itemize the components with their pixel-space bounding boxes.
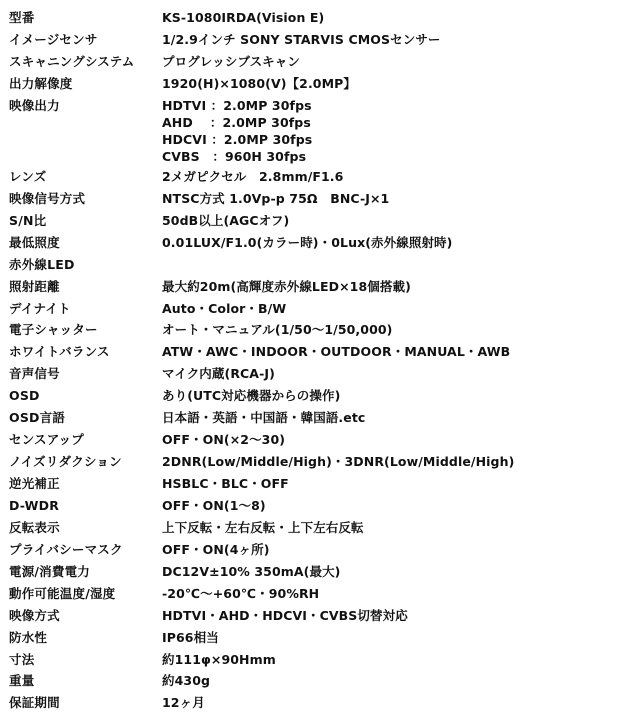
- spec-value-line: 1/2.9インチ SONY STARVIS CMOSセンサー: [162, 32, 441, 47]
- spec-value-line: オート・マニュアル(1/50〜1/50,000): [162, 322, 393, 337]
- spec-label: 出力解像度: [9, 76, 73, 91]
- spec-label: OSD言語: [9, 410, 66, 425]
- spec-value: [162, 563, 340, 580]
- spec-value: [162, 168, 343, 185]
- spec-label: イメージセンサ: [9, 32, 98, 47]
- spec-value-line: AHD ：2.0MP 30fps: [162, 115, 311, 130]
- spec-value: [162, 53, 300, 70]
- spec-label: 動作可能温度/湿度: [9, 586, 116, 601]
- spec-label: S/N比: [9, 213, 47, 228]
- spec-value-line: OFF・ON(4ヶ所): [162, 542, 270, 557]
- spec-value-line: ATW・AWC・INDOOR・OUTDOOR・MANUAL・AWB: [162, 344, 511, 359]
- spec-value-line: 最大約20m(高輝度赤外線LED×18個搭載): [162, 279, 411, 294]
- spec-value: [162, 278, 411, 295]
- spec-value: [162, 497, 266, 514]
- spec-label: OSD: [9, 388, 40, 403]
- spec-label: 保証期間: [9, 695, 60, 710]
- spec-value: [162, 475, 289, 492]
- spec-value-line: 0.01LUX/F1.0(カラー時)・0Lux(赤外線照射時): [162, 235, 453, 250]
- spec-label: 電子シャッター: [9, 322, 98, 337]
- spec-label: ホワイトバランス: [9, 344, 110, 359]
- spec-value-line: KS-1080IRDA(Vision E): [162, 10, 325, 25]
- spec-label: スキャニングシステム: [9, 54, 135, 69]
- spec-label: D-WDR: [9, 498, 60, 513]
- spec-value: [162, 31, 441, 48]
- spec-value-line: HDCVI ：2.0MP 30fps: [162, 132, 313, 147]
- spec-value-line: 2メガピクセル 2.8mm/F1.6: [162, 169, 344, 184]
- spec-value-line: HSBLC・BLC・OFF: [162, 476, 289, 491]
- spec-value: [162, 607, 408, 624]
- spec-value: [162, 387, 340, 404]
- spec-value: [162, 519, 364, 536]
- spec-value-line: CVBS ：960H 30fps: [162, 149, 307, 164]
- spec-label: 反転表示: [9, 520, 60, 535]
- spec-label: 音声信号: [9, 366, 60, 381]
- spec-value-line: OFF・ON(1〜8): [162, 498, 266, 513]
- spec-label: 照射距離: [9, 279, 60, 294]
- spec-value: [162, 9, 324, 26]
- spec-value-line: 2DNR(Low/Middle/High)・3DNR(Low/Middle/High): [162, 454, 515, 469]
- spec-label: 寸法: [9, 652, 35, 667]
- spec-value-line: 12ヶ月: [162, 695, 205, 710]
- spec-value: [162, 190, 389, 207]
- spec-label: 重量: [9, 673, 35, 688]
- spec-value-line: 日本語・英語・中国語・韓国語.etc: [162, 410, 366, 425]
- spec-value-line: マイク内蔵(RCA-J): [162, 366, 275, 381]
- spec-value: [162, 409, 365, 426]
- spec-value: [162, 212, 289, 229]
- spec-value-line: IP66相当: [162, 630, 219, 645]
- spec-value-line: Auto・Color・B/W: [162, 301, 287, 316]
- spec-value: [162, 343, 510, 360]
- spec-value: [162, 541, 270, 558]
- spec-value: [162, 234, 452, 251]
- spec-label: 映像信号方式: [9, 191, 86, 206]
- spec-label: センスアップ: [9, 432, 84, 447]
- spec-label: 型番: [9, 10, 35, 25]
- spec-value: [162, 97, 312, 165]
- spec-label: ノイズリダクション: [9, 454, 122, 469]
- spec-value-line: プログレッシブスキャン: [162, 54, 300, 69]
- spec-value: [162, 321, 392, 338]
- spec-value-line: 約111φ×90Hmm: [162, 652, 276, 667]
- spec-value: [162, 431, 285, 448]
- spec-label: レンズ: [9, 169, 47, 184]
- spec-value: [162, 585, 319, 602]
- spec-value-line: HDTVI・AHD・HDCVI・CVBS切替対応: [162, 608, 408, 623]
- spec-label: 赤外線LED: [9, 257, 75, 272]
- spec-label: 電源/消費電力: [9, 564, 90, 579]
- spec-value: [162, 365, 275, 382]
- spec-value: [162, 672, 210, 689]
- spec-value-line: -20℃〜+60℃・90%RH: [162, 586, 320, 601]
- spec-label: 映像出力: [9, 98, 60, 113]
- spec-value-line: あり(UTC対応機器からの操作): [162, 388, 341, 403]
- spec-value: [162, 651, 276, 668]
- spec-value: [162, 300, 286, 317]
- spec-label: 最低照度: [9, 235, 60, 250]
- spec-value-line: NTSC方式 1.0Vp-p 75Ω BNC-J×1: [162, 191, 390, 206]
- spec-value-line: 上下反転・左右反転・上下左右反転: [162, 520, 364, 535]
- spec-value-line: DC12V±10% 350mA(最大): [162, 564, 341, 579]
- spec-label: 逆光補正: [9, 476, 60, 491]
- spec-value: [162, 694, 205, 711]
- spec-value: [162, 75, 356, 92]
- spec-label: 映像方式: [9, 608, 60, 623]
- spec-value: [162, 629, 219, 646]
- spec-value-line: HDTVI ：2.0MP 30fps: [162, 98, 312, 113]
- spec-label: プライバシーマスク: [9, 542, 123, 557]
- spec-value-line: 約430g: [162, 673, 211, 688]
- spec-value-line: OFF・ON(×2〜30): [162, 432, 286, 447]
- spec-label: 防水性: [9, 630, 48, 645]
- spec-value-line: 1920(H)×1080(V)【2.0MP】: [162, 76, 356, 91]
- spec-label: デイナイト: [9, 301, 71, 316]
- spec-value-line: 50dB以上(AGCオフ): [162, 213, 290, 228]
- spec-value: [162, 453, 514, 470]
